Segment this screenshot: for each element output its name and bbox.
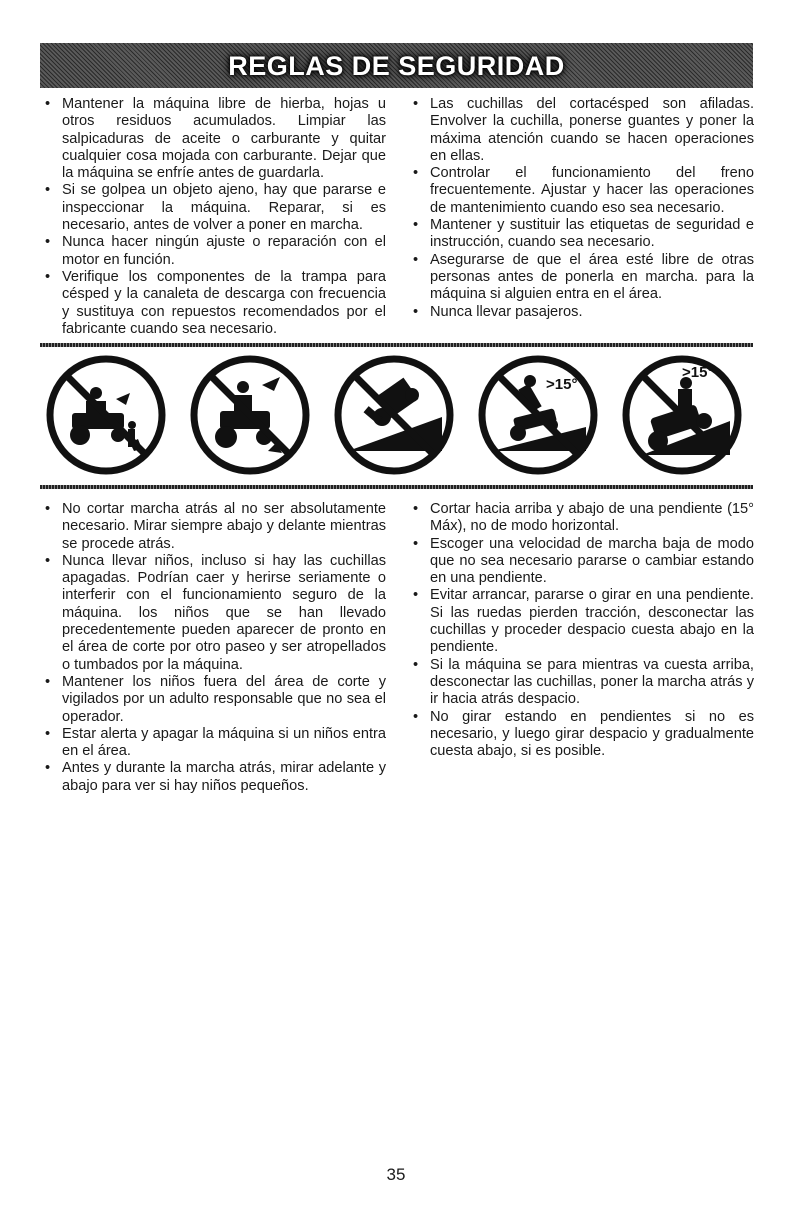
list-item: • Cortar hacia arriba y abajo de una pendiente (15° Máx), no de modo horizontal. — [408, 501, 754, 536]
safety-rules-top-left — [40, 96, 386, 338]
divider — [40, 343, 753, 347]
list-item: • Si se golpea un objeto ajeno, hay que pararse e inspeccionar la máquina. Reparar, si es necesario, antes de volver a poner en marcha. — [40, 182, 386, 234]
slope-angle-warning-icon — [478, 355, 598, 475]
list-item: • Nunca llevar pasajeros. — [408, 304, 754, 321]
slope-rollover-warning-icon — [622, 355, 742, 475]
page-number: 35 — [386, 1165, 406, 1184]
slope-angle-label: >15° — [546, 376, 578, 393]
list-item: • No cortar marcha atrás al no ser absolutamente necesario. Mirar siempre abajo y delante mientras se procede atrás. — [40, 501, 386, 553]
list-item: • Mantener y sustituir las etiquetas de seguridad e instrucción, cuando sea necesario. — [408, 217, 754, 252]
section-header-banner — [40, 43, 753, 88]
section-title: REGLAS DE SEGURIDAD — [228, 50, 565, 81]
tipping-hazard-icon — [334, 355, 454, 475]
divider — [40, 485, 753, 489]
list-item: • Escoger una velocidad de marcha baja de modo que no sea necesario pararse o cambiar estando en una pendiente. — [408, 536, 754, 588]
no-children-near-mower-icon — [46, 355, 166, 475]
list-item: • Controlar el funcionamiento del freno frecuentemente. Ajustar y hacer las operaciones de mantenimiento cuando eso sea necesario. — [408, 165, 754, 217]
slope-angle-label: >15° — [682, 364, 714, 381]
safety-rules-top-right — [408, 96, 754, 321]
list-item: • Nunca llevar niños, incluso si hay las cuchillas apagadas. Podrían caer y herirse seriamente o interferir con el funcionamiento seguro de la máquina. los niños que se han llevado precedentemente pueden aparecer de pronto en el área de corte por otro paseo y ser atropellados o tumbados por la máquina. — [40, 553, 386, 674]
list-item: • Mantener los niños fuera del área de corte y vigilados por un adulto responsable que no sea el operador. — [40, 674, 386, 726]
list-item: • Asegurarse de que el área esté libre de otras personas antes de ponerla en marcha. para la máquina si alguien entra en el área. — [408, 252, 754, 304]
warning-icon-row — [40, 349, 753, 479]
list-item: • Las cuchillas del cortacésped son afiladas. Envolver la cuchilla, ponerse guantes y poner la máxima atención cuando se hacen operaciones en ellas. — [408, 96, 754, 165]
list-item: • Nunca hacer ningún ajuste o reparación con el motor en función. — [40, 234, 386, 269]
list-item: • No girar estando en pendientes si no es necesario, y luego girar despacio y gradualmente cuesta abajo, si es posible. — [408, 709, 754, 761]
list-item: • Verifique los componentes de la trampa para césped y la canaleta de descarga con frecuencia y sustituya con repuestos recomendados por el fabricante cuando sea necesario. — [40, 269, 386, 338]
list-item: • Estar alerta y apagar la máquina si un niños entra en el área. — [40, 726, 386, 761]
list-item: • Mantener la máquina libre de hierba, hojas u otros residuos acumulados. Limpiar las salpicaduras de aceite o carburante y quitar cualquier cosa mojada con carburante. Dejar que la máquina se enfríe antes de guardarla. — [40, 96, 386, 182]
safety-rules-bottom-right — [408, 501, 754, 760]
no-child-passenger-icon — [190, 355, 310, 475]
list-item: • Si la máquina se para mientras va cuesta arriba, desconectar las cuchillas, poner la marcha atrás y ir hacia atrás despacio. — [408, 657, 754, 709]
safety-rules-bottom-left — [40, 501, 386, 795]
list-item: • Evitar arrancar, pararse o girar en una pendiente. Si las ruedas pierden tracción, desconectar las cuchillas y proceder despacio cuesta abajo en la pendiente. — [408, 587, 754, 656]
list-item: • Antes y durante la marcha atrás, mirar adelante y abajo para ver si hay niños pequeños. — [40, 760, 386, 795]
